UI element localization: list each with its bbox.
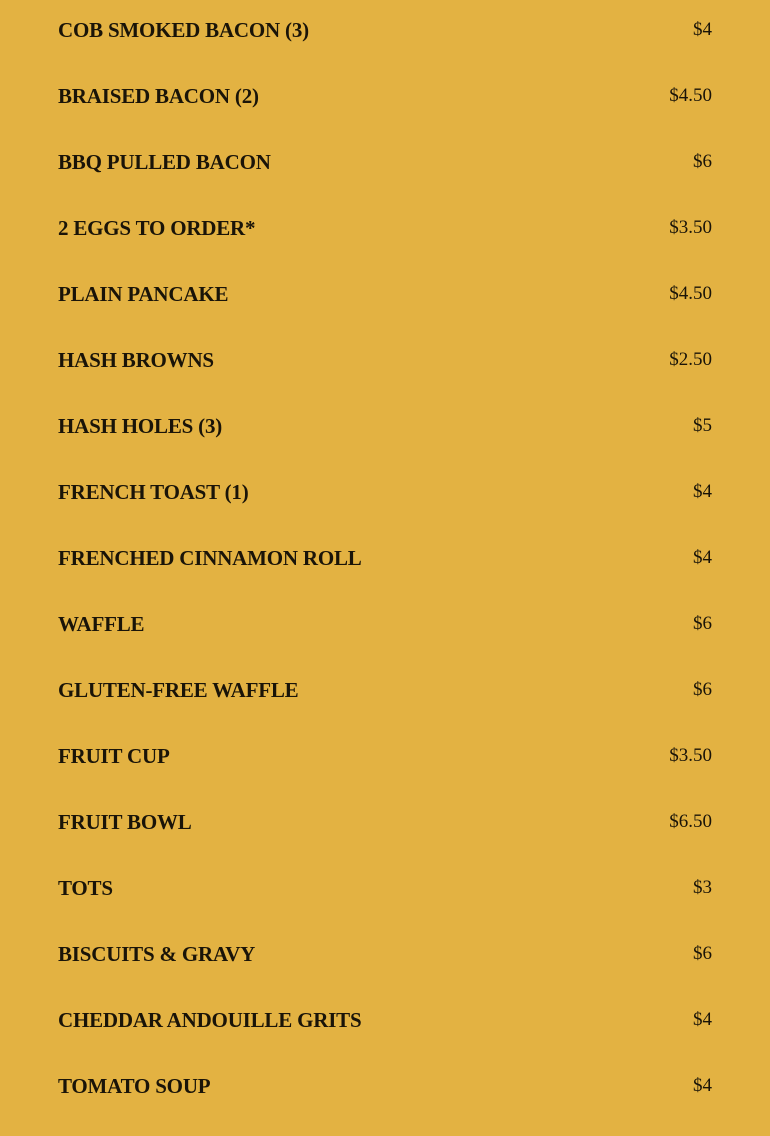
menu-item-price: $4: [693, 481, 712, 502]
menu-item-price: $6: [693, 151, 712, 172]
menu-item: [58, 478, 712, 506]
menu-item-name: PLAIN PANCAKE: [58, 281, 229, 306]
menu-item-name: COB SMOKED BACON (3): [58, 17, 309, 42]
menu-item: [58, 82, 712, 110]
menu-item-price: $3.50: [669, 217, 712, 238]
menu-item-price: $5: [693, 415, 712, 436]
menu-item-price: $4.50: [669, 85, 712, 106]
menu-item-name: BRAISED BACON (2): [58, 83, 259, 108]
menu-item-price: $4: [693, 547, 712, 568]
menu-item-name: BISCUITS & GRAVY: [58, 941, 256, 966]
menu-item-name: 2 EGGS TO ORDER*: [58, 215, 256, 240]
menu-item: [58, 940, 712, 968]
menu-item-name: HASH HOLES (3): [58, 413, 223, 438]
menu-item: [58, 346, 712, 374]
menu-item: [58, 544, 712, 572]
menu-item-price: $4: [693, 1009, 712, 1030]
menu-item-name: FRUIT CUP: [58, 743, 170, 768]
menu-item-price: $2.50: [669, 349, 712, 370]
menu-item-name: WAFFLE: [58, 611, 145, 636]
menu-item-name: GLUTEN-FREE WAFFLE: [58, 677, 299, 702]
menu-item-name: FRENCH TOAST (1): [58, 479, 249, 504]
menu-item-price: $4.50: [669, 283, 712, 304]
menu-item-price: $3: [693, 877, 712, 898]
menu-item: [58, 610, 712, 638]
menu-item: [58, 874, 712, 902]
menu-item: [58, 1072, 712, 1100]
menu-item-price: $4: [693, 19, 712, 40]
menu-item-name: BBQ PULLED BACON: [58, 149, 271, 174]
menu-item-name: HASH BROWNS: [58, 347, 214, 372]
menu-item: [58, 280, 712, 308]
menu-item: [58, 676, 712, 704]
menu-item-name: FRUIT BOWL: [58, 809, 192, 834]
menu-item: [58, 1006, 712, 1034]
menu-item-name: TOTS: [58, 875, 113, 900]
menu-item-price: $3.50: [669, 745, 712, 766]
menu-item: [58, 148, 712, 176]
menu-item-name: CHEDDAR ANDOUILLE GRITS: [58, 1007, 362, 1032]
menu-item-name: TOMATO SOUP: [58, 1073, 211, 1098]
menu-item: [58, 16, 712, 44]
menu-item: [58, 742, 712, 770]
menu-item-price: $6: [693, 679, 712, 700]
menu-item-price: $6: [693, 613, 712, 634]
menu-item-name: FRENCHED CINNAMON ROLL: [58, 545, 362, 570]
menu-item: [58, 808, 712, 836]
menu-item: [58, 412, 712, 440]
menu-item-price: $6.50: [669, 811, 712, 832]
menu-item-price: $6: [693, 943, 712, 964]
menu-item-price: $4: [693, 1075, 712, 1096]
menu-item: [58, 214, 712, 242]
